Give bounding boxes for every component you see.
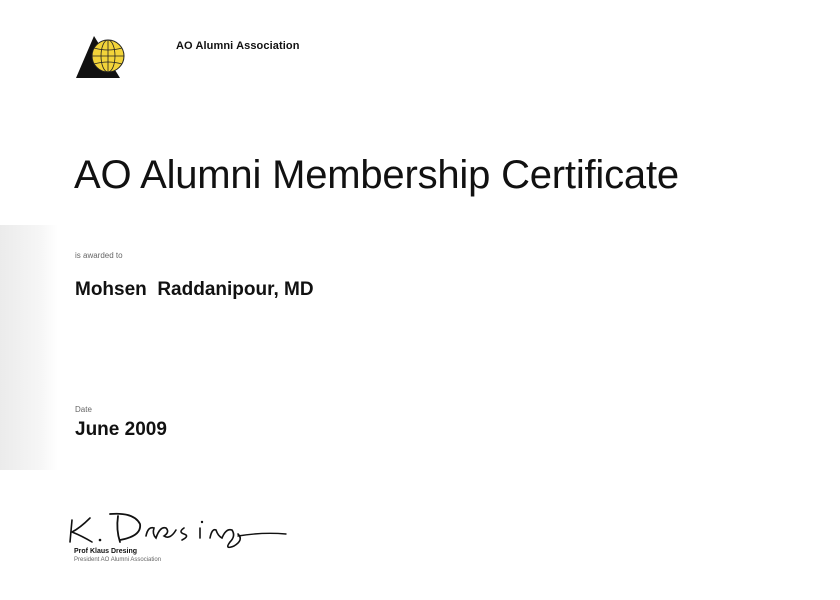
signer-title: President AO Alumni Association: [74, 557, 162, 563]
awarded-label: is awarded to: [75, 251, 123, 260]
handwritten-signature: [66, 506, 294, 554]
ao-triangle-globe-icon: [72, 34, 128, 80]
certificate-title: AO Alumni Membership Certificate: [74, 153, 679, 197]
recipient-name: Mohsen Raddanipour, MD: [75, 279, 314, 300]
signer-name: Prof Klaus Dresing: [74, 548, 138, 555]
date-value: June 2009: [75, 419, 167, 440]
date-label: Date: [75, 405, 92, 414]
scan-edge-shading: [0, 225, 58, 470]
organization-name: AO Alumni Association: [176, 40, 300, 52]
